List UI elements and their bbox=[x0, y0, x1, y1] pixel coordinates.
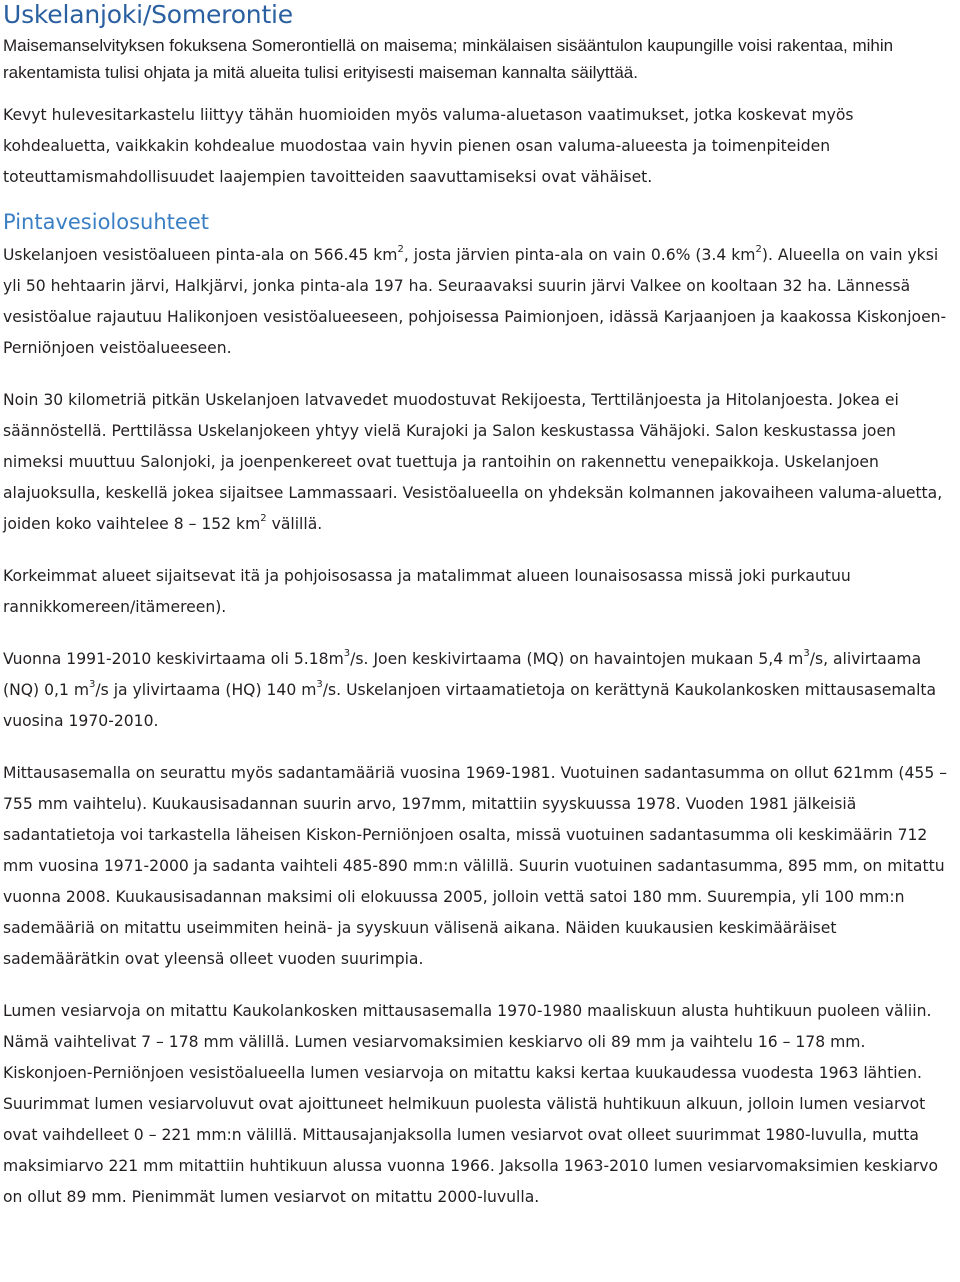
paragraph-hulevesi: Kevyt hulevesitarkastelu liittyy tähän huomioiden myös valuma-aluetason vaatimukset, jotka koskevat myös kohdealuetta, vaikkakin kohdealue muodostaa vain hyvin pienen osan valuma-alueesta ja toimenpiteiden toteuttamismahdollisuudet laajempien tavoitteiden saavuttamiseksi ovat vähäiset. bbox=[3, 106, 854, 186]
section-heading-pintavesi: Pintavesiolosuhteet bbox=[3, 210, 209, 234]
paragraph-virtaama: Vuonna 1991-2010 keskivirtaama oli $5.18m^3/s$. Joen keskivirtaama (MQ) on havaintojen mukaan 5,4 $m^3/s$, alivirtaama (NQ) 0,1 $m^3/s$ ja ylivirtaama (HQ) 140 $m^3/s$. Uskelanjoen virtaamatietoja on kerättynä Kaukolankosken mittausasemalta vuosina 1970-2010. bbox=[3, 648, 937, 730]
paragraph-lumen-vesiarvo: Lumen vesiarvoja on mitattu Kaukolankosken mittausasemalla 1970-1980 maaliskuun alusta huhtikuun puoleen väliin. Nämä vaihtelivat 7 – 178 mm välillä. Lumen vesiarvomaksimien keskiarvo oli 89 mm ja vaihtelu 16 – 178 mm. Kiskonjoen-Perniönjoen vesistöalueella lumen vesiarvoja on mitattu kaksi kertaa kuukaudessa vuodesta 1963 lähtien. Suurimmat lumen vesiarvoluvut ovat ajoittuneet helmikuun puolesta välistä huhtikuun alkuun, jolloin lumen vesiarvot ovat vaihdelleet 0 – 221 mm:n välillä. Mittausajanjaksolla lumen vesiarvot ovat olleet suurimmat 1980-luvulla, mutta maksimiarvo 221 mm mitattiin huhtikuun alussa vuonna 1966. Jaksolla 1963-2010 lumen vesiarvomaksimien keskiarvo on ollut 89 mm. Pienimmät lumen vesiarvot on mitattu 2000-luvulla. bbox=[3, 1002, 939, 1206]
paragraph-korkeimmat: Korkeimmat alueet sijaitsevat itä ja pohjoisosassa ja matalimmat alueen lounaisosassa missä joki purkautuu rannikkomereen/itämereen). bbox=[3, 567, 851, 616]
paragraph-latvavedet: Noin 30 kilometriä pitkän Uskelanjoen latvavedet muodostuvat Rekijoesta, Terttilänjoesta ja Hitolanjoesta. Jokea ei säännöstellä. Perttilässa Uskelanjokeen yhtyy vielä Kurajoki ja Salon keskustassa Vähäjoki. Salon keskustassa joen nimeksi muuttuu Salonjoki, ja joenpenkereet ovat tuettuja ja rantoihin on rakennettu venepaikkoja. Uskelanjoen alajuoksulla, keskellä jokea sijaitsee Lammassaari. Vesistöalueella on yhdeksän kolmannen jakovaiheen valuma-aluetta, joiden koko vaihtelee 8 – 152 $km^2$ välillä. bbox=[3, 391, 943, 533]
paragraph-sadanta: Mittausasemalla on seurattu myös sadantamääriä vuosina 1969-1981. Vuotuinen sadantasumma on ollut 621mm (455 – 755 mm vaihtelu). Kuukausisadannan suurin arvo, 197mm, mitattiin syyskuussa 1978. Vuoden 1981 jälkeisiä sadantatietoja voi tarkastella läheisen Kiskon-Perniönjoen osalta, missä vuotuinen sadantasumma oli keskimäärin 712 mm vuosina 1971-2000 ja sadanta vaihteli 485-890 mm:n välillä. Suurin vuotuinen sadantasumma, 895 mm, on mitattu vuonna 2008. Kuukausisadannan maksimi oli elokuussa 2005, jolloin vettä satoi 180 mm. Suurempia, yli 100 mm:n sademääriä on mitattu useimmiten heinä- ja syyskuun välisenä aikana. Näiden kuukausien keskimääräiset sademäärätkin ovat yleensä olleet vuoden suurimpia. bbox=[3, 764, 948, 968]
paragraph-vesistoalue: Uskelanjoen vesistöalueen pinta-ala on 566.45 $km^2$, josta järvien pinta-ala on vain 0.6% (3.4 $km^2$). Alueella on vain yksi yli 50 hehtaarin järvi, Halkjärvi, jonka pinta-ala 197 ha. Seuraavaksi suurin järvi Valkee on kooltaan 32 ha. Lännessä vesistöalue rajautuu Halikonjoen vesistöalueeseen, pohjoisessa Paimionjoen, idässä Karjaanjoen ja kaakossa Kiskonjoen-Perniönjoen veistöalueeseen. bbox=[3, 244, 947, 357]
page-title: Uskelanjoki/Somerontie bbox=[3, 0, 293, 29]
intro-paragraph: Maisemanselvityksen fokuksena Somerontiellä on maisema; minkälaisen sisääntulon kaupungille voisi rakentaa, mihin rakentamista tulisi ohjata ja mitä alueita tulisi erityisesti maiseman kannalta säilyttää. bbox=[3, 36, 894, 82]
